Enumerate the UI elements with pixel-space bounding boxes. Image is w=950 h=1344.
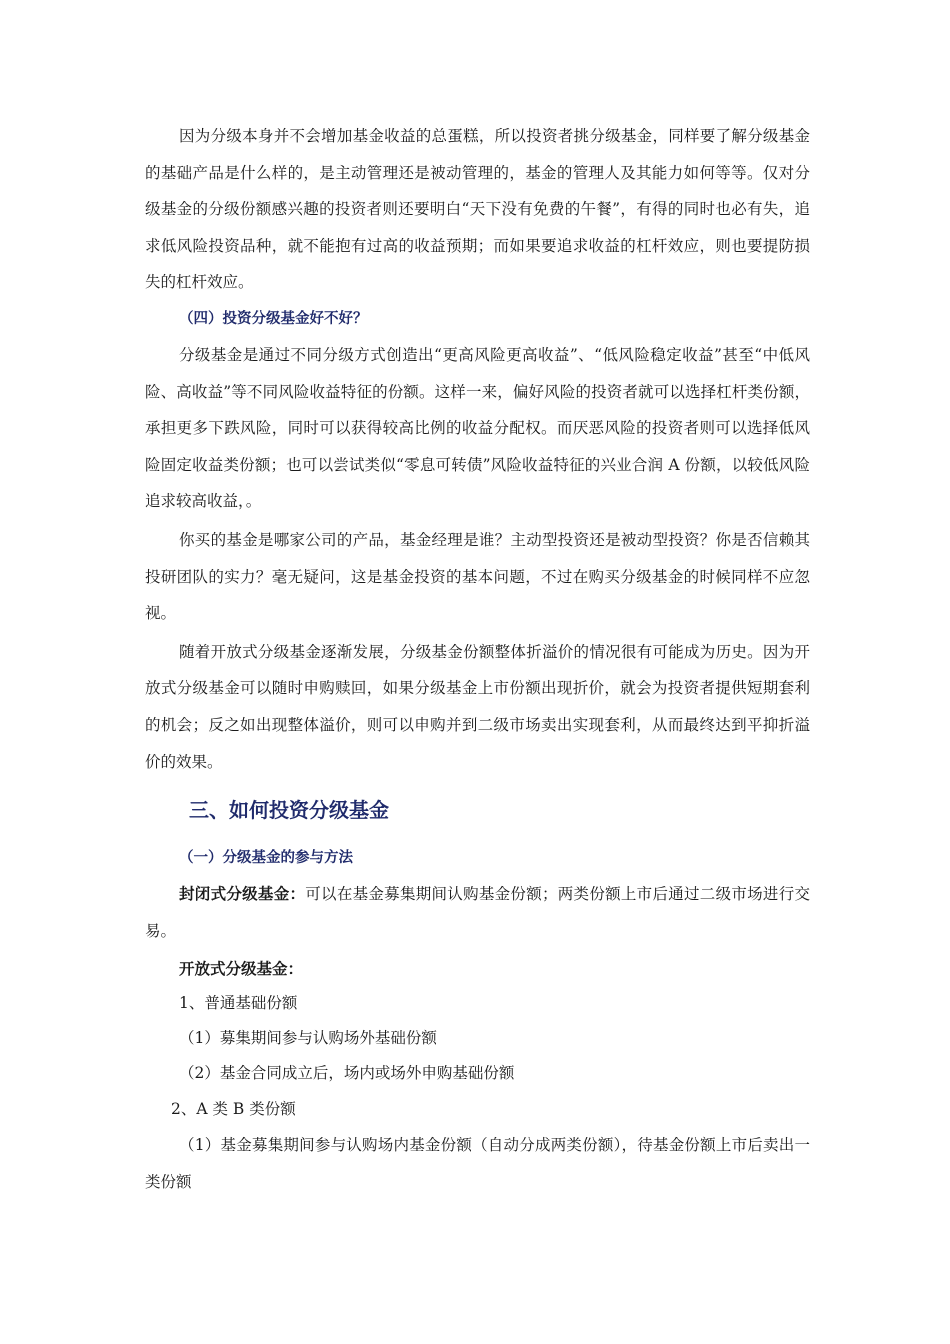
paragraph-open-ended-arbitrage: 随着开放式分级基金逐渐发展，分级基金份额整体折溢价的情况很有可能成为历史。因为开放式分级基金可以随时申购赎回，如果分级基金上市份额出现折价，就会为投资者提供短期套利的机会；反之如出现整体溢价，则可以申购并到二级市场卖出实现套利，从而最终达到平抑折溢价的效果。 [145,642,810,771]
list-item: （2）基金合同成立后，场内或场外申购基础份额 [179,1064,515,1083]
closed-end-text: 可以在基金募集期间认购基金份额；两类份额上市后通过二级市场进行交易。 [145,885,810,940]
open-end-label: 开放式分级基金： [179,959,304,979]
list-item: （1）募集期间参与认购场外基础份额 [179,1029,437,1048]
document-page [145,118,810,1200]
paragraph-closed-end [145,876,810,949]
section-heading: 三、如何投资分级基金 [189,798,389,823]
list-item: 2、A 类 B 类份额 [171,1100,296,1119]
paragraph-fund-manager: 你买的基金是哪家公司的产品，基金经理是谁？主动型投资还是被动型投资？你是否信赖其投研团队的实力？毫无疑问，这是基金投资的基本问题，不过在购买分级基金的时候同样不应忽视。 [145,530,810,623]
list-item: （1）基金募集期间参与认购场内基金份额（自动分成两类份额），待基金份额上市后卖出一类份额 [145,1136,810,1191]
closed-end-label: 封闭式分级基金： [179,884,306,904]
subheading-participation: （一）分级基金的参与方法 [179,850,353,867]
paragraph-risk-awareness: 因为分级本身并不会增加基金收益的总蛋糕，所以投资者挑分级基金，同样要了解分级基金的基础产品是什么样的，是主动管理还是被动管理的，基金的管理人及其能力如何等等。仅对分级基金的分级份额感兴趣的投资者则还要明白“天下没有免费的午餐”，有得的同时也必有失，追求低风险投资品种，就不能抱有过高的收益预期；而如果要追求收益的杠杆效应，则也要提防损失的杠杆效应。 [145,127,810,292]
list-item: 1、普通基础份额 [179,994,298,1013]
paragraph-risk-return-profiles: 分级基金是通过不同分级方式创造出“更高风险更高收益”、“低风险稳定收益”甚至“中低风险、高收益”等不同风险收益特征的份额。这样一来，偏好风险的投资者就可以选择杠杆类份额，承担更多下跌风险，同时可以获得较高比例的收益分配权。而厌恶风险的投资者则可以选择低风险固定收益类份额；也可以尝试类似“零息可转债”风险收益特征的兴业合润 A 份额，以较低风险追求较高收益，。 [145,345,810,511]
subheading-is-it-good: （四）投资分级基金好不好？ [179,310,368,327]
